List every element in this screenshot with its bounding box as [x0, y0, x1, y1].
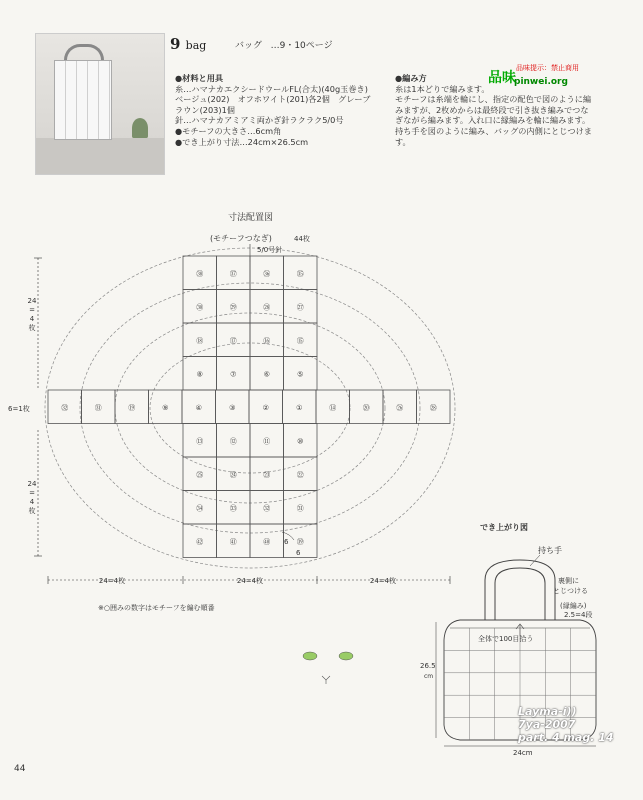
motif-number: ④ [195, 403, 202, 412]
motif-grid [48, 256, 450, 558]
instructions-line: 持ち手を図のように編み、バッグの内側にとじつけます。 [395, 125, 592, 147]
handle-shape [485, 560, 555, 620]
signature-line: Layma-i)) [518, 705, 577, 718]
motif-number: ⑳ [362, 403, 370, 412]
motif-number: ⑥ [263, 370, 270, 379]
motif-label: (モチーフつなぎ) [210, 234, 272, 243]
edging-rows: 2.5=4段 [564, 611, 593, 619]
motif-number: ㊷ [196, 537, 204, 546]
motif-number: ⑰ [229, 336, 237, 345]
materials-heading: ●材料と用具 [175, 73, 224, 83]
materials-line: ベージュ(202) オフホワイト(201)各2個 グレーブ [175, 94, 371, 105]
pickup-label: 全体で100目拾う [478, 635, 534, 643]
logo-warning: 品味提示：禁止商用 [516, 64, 579, 72]
motif-number: ㉜ [263, 504, 271, 513]
motif-number: ㊶ [229, 537, 237, 546]
materials-line: 針…ハマナカアミアミ両かぎ針ラクラク5/0号 [175, 115, 344, 126]
motif-number: ㉛ [94, 403, 102, 412]
motif-number: ㊳ [196, 269, 204, 278]
logo-mark: 品味 [488, 70, 516, 86]
bottom-dims [99, 576, 396, 585]
motif-number: ① [296, 403, 303, 412]
materials-line: ●でき上がり寸法…24cm×26.5cm [175, 136, 309, 147]
hook-size: 5/0号針 [257, 246, 283, 254]
motif-number: ⑨ [162, 403, 169, 412]
motif-number: ⑱ [196, 336, 204, 345]
motif-number: ㉒ [296, 470, 304, 479]
cat-illustration [303, 652, 353, 684]
left-dim-mid: 6=1枚 [8, 405, 30, 413]
edging-label: (縁編み) [560, 602, 587, 610]
height-label: 26.5 [420, 662, 436, 670]
motif-number: ㉝ [229, 504, 237, 513]
materials-line: ラウン(203)1個 [175, 104, 235, 115]
motif-number: ㊵ [263, 537, 271, 546]
motif-number: ㉘ [429, 403, 437, 412]
motif-count: 44枚 [294, 235, 310, 243]
motif-dim-height: 6 [296, 549, 301, 557]
motif-number: ㉞ [196, 504, 204, 513]
motif-number: ⑪ [263, 437, 271, 446]
instructions-heading: ●編み方 [395, 73, 427, 83]
motif-number: ㉜ [61, 403, 69, 412]
motif-number: ⑭ [329, 403, 337, 412]
motif-number: ㊱ [263, 269, 271, 278]
handle-label: 持ち手 [538, 546, 562, 555]
motif-number: ㉔ [229, 470, 237, 479]
attach-label: とじつける [553, 587, 588, 595]
motif-number: ㊴ [296, 537, 304, 546]
motif-number: ㉚ [196, 303, 204, 312]
motif-number: ⑲ [128, 403, 136, 412]
motif-number: ② [262, 403, 269, 412]
dim-text: 4 [29, 498, 35, 506]
motif-number: ⑧ [196, 370, 203, 379]
layout-title: 寸法配置図 [228, 213, 274, 223]
instructions-line: みますが、2枚めからは最終段で引き抜き編みでつな [395, 104, 589, 115]
finished-title: でき上がり図 [480, 523, 528, 532]
dim-text: 枚 [28, 507, 36, 515]
logo-url: pinwei.org [514, 77, 568, 87]
materials-line: 糸…ハマナカエクシードウールFL(合太)(40g玉巻き) [175, 83, 368, 94]
instructions-line: モチーフは糸端を輪にし、指定の配色で図のように編 [395, 94, 592, 105]
dim-text: 24=4枚 [236, 577, 264, 585]
attach-label: 裏側に [558, 577, 579, 585]
pattern-subtitle: バッグ …9・10ページ [235, 41, 333, 51]
page-number: 44 [14, 764, 26, 774]
motif-number: ⑮ [296, 336, 304, 345]
motif-number: ㉘ [263, 303, 271, 312]
dim-text: 24=4枚 [369, 577, 397, 585]
motif-number: ⑯ [263, 336, 271, 345]
width-label: 24cm [513, 749, 533, 757]
motif-number: ㉟ [296, 269, 304, 278]
left-dim-bottom [28, 480, 37, 515]
motif-number: ⑫ [229, 437, 237, 446]
signature-line: part. 4 mag. 14 [518, 731, 614, 744]
dim-text: 4 [29, 315, 35, 323]
signature-line: 7ya-2007 [518, 718, 576, 731]
motif-dim-width: 6 [284, 538, 289, 546]
motif-number: ⑤ [297, 370, 304, 379]
motif-number: ㉓ [263, 470, 271, 479]
motif-number: ㉕ [196, 470, 204, 479]
instructions-line: ぎながら編みます。入れ口に縁編みを輪に編みます。 [395, 115, 591, 126]
motif-number: ③ [229, 403, 236, 412]
motif-number: ⑩ [297, 437, 304, 446]
height-unit: cm [424, 673, 434, 680]
motif-number: ㉛ [296, 504, 304, 513]
left-dim-top [28, 297, 37, 332]
scanner-signature [518, 705, 614, 744]
dim-text: 24 [27, 480, 37, 488]
motif-number: ⑦ [230, 370, 237, 379]
order-note: ※○囲みの数字はモチーフを編む順番 [98, 604, 215, 612]
motif-number: ㉙ [229, 303, 237, 312]
motif-number: ㊲ [229, 269, 237, 278]
dim-text: 24=4枚 [98, 577, 126, 585]
dim-text: = [29, 489, 35, 497]
instructions-line: 糸は1本どりで編みます。 [395, 83, 490, 94]
motif-number: ㉗ [296, 303, 304, 312]
dim-text: = [29, 306, 35, 314]
motif-number: ⑬ [196, 437, 204, 446]
motif-number: ㉖ [396, 403, 404, 412]
pattern-title: 9 bag [170, 35, 207, 53]
materials-line: ●モチーフの大きさ…6cm角 [175, 125, 282, 136]
dim-text: 枚 [28, 324, 36, 332]
dim-text: 24 [27, 297, 37, 305]
